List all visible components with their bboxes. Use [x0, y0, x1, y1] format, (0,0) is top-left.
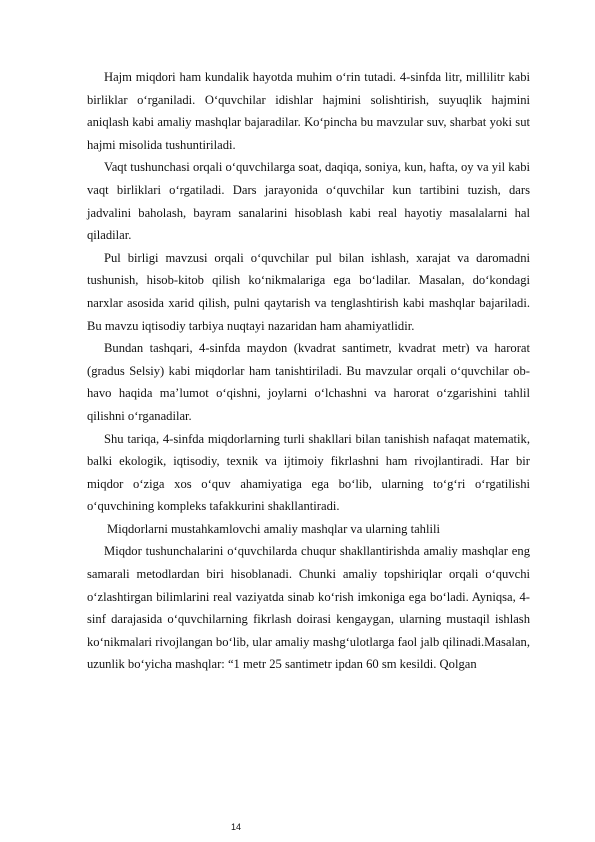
paragraph-volume: Hajm miqdori ham kundalik hayotda muhim o‘rin tutadi. 4-sinfda litr, millilitr kabi birliklar o‘rganiladi. O‘quvchilar idishlar hajmini solishtirish, suyuqlik hajmini aniqlash kabi amaliy mashqlar bajaradilar. Ko‘pincha bu mavzular suv, sharbat yoki sut hajmi misolida tushuntiriladi.: [87, 70, 530, 152]
paragraph-area-temperature: Bundan tashqari, 4-sinfda maydon (kvadrat santimetr, kvadrat metr) va harorat (gradus Selsiy) kabi miqdorlar ham tanishtiriladi. Bu mavzular orqali o‘quvchilar ob-havo haqida ma’lumot o‘qishni, joylarni o‘lchashni va harorat o‘zgarishini tahlil qilishni o‘rganadilar.: [87, 341, 530, 423]
paragraph-money: Pul birligi mavzusi orqali o‘quvchilar pul bilan ishlash, xarajat va daromadni tushunish, hisob-kitob qilish ko‘nikmalariga ega bo‘ladilar. Masalan, do‘kondagi narxlar asosida xarid qilish, pulni qaytarish va tenglashtirish kabi mashqlar bajariladi. Bu mavzu iqtisodiy tarbiya nuqtayi nazaridan ham ahamiyatlidir.: [87, 250, 530, 333]
section-heading: Miqdorlarni mustahkamlovchi amaliy mashqlar va ularning tahlili: [107, 521, 440, 536]
paragraph-summary: Shu tariqa, 4-sinfda miqdorlarning turli shakllari bilan tanishish nafaqat matematik, balki ekologik, iqtisodiy, texnik va ijtimoiy fikrlashni ham rivojlantiradi. Har bir miqdor o‘ziga xos o‘quv ahamiyatiga ega bo‘lib, ularning to‘g‘ri o‘rgatilishi o‘quvchining kompleks tafakkurini shakllantiradi.: [87, 431, 530, 514]
paragraph-time: Vaqt tushunchasi orqali o‘quvchilarga soat, daqiqa, soniya, kun, hafta, oy va yil kabi vaqt birliklari o‘rgatiladi. Dars jarayonida o‘quvchilar kun tartibini tuzish, dars jadvalini baholash, bayram sanalarini hisoblash kabi real hayotiy masalalarni hal qiladilar.: [87, 160, 530, 243]
document-body: [87, 66, 530, 676]
page-number: 14: [231, 822, 242, 832]
paragraph-practical-exercises: Miqdor tushunchalarini o‘quvchilarda chuqur shakllantirishda amaliy mashqlar eng samarali metodlardan biri hisoblanadi. Chunki amaliy topshiriqlar orqali o‘quvchi o‘zlashtirgan bilimlarini real vaziyatda sinab ko‘rish imkoniga ega bo‘ladi. Ayniqsa, 4-sinf darajasida o‘quvchilarning fikrlash doirasi kengaygan, ularning mustaqil ishlash ko‘nikmalari rivojlangan bo‘lib, ular amaliy mashg‘ulotlarga faol jalb qilinadi.Masalan, uzunlik bo‘yicha mashqlar: “1 metr 25 santimetr ipdan 60 sm kesildi. Qolgan: [87, 544, 530, 672]
